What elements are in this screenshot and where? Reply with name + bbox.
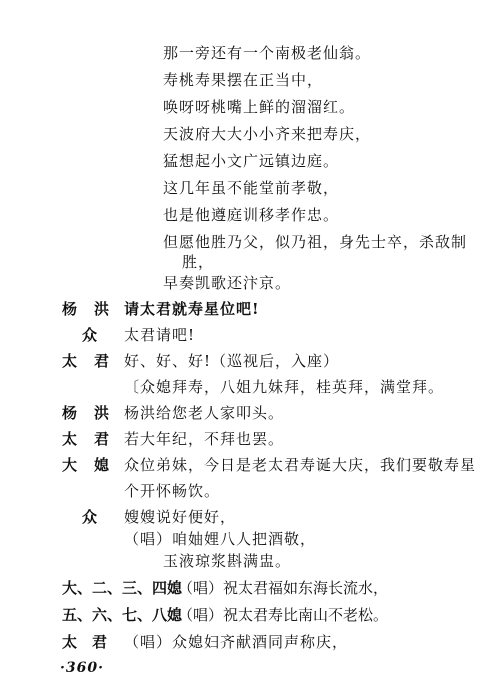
dialogue-text: （唱）咱妯娌八人把酒敬， — [124, 530, 317, 548]
speaker-label: 大、二、三、四媳 — [62, 579, 183, 597]
dialogue-text: （唱）众媳妇齐献酒同声称庆， — [124, 633, 349, 651]
speaker-label: 大 媳 — [62, 456, 111, 474]
speaker-label: 太 君 — [62, 430, 111, 448]
speaker-label: 五、六、七、八媳 — [62, 606, 183, 624]
verse-line: 寿桃寿果摆在正当中， — [163, 71, 324, 89]
dialogue-text: 请太君就寿星位吧! — [124, 300, 260, 318]
verse-line: 早奏凯歌还汴京。 — [163, 274, 292, 292]
dialogue-text: 杨洪给您老人家叩头。 — [124, 404, 285, 422]
speaker-label: 杨 洪 — [62, 300, 111, 318]
verse-line: 这几年虽不能堂前孝敬， — [163, 179, 340, 197]
speaker-label: 太 君 — [62, 352, 111, 370]
verse-line: 天波府大大小小齐来把寿庆， — [163, 125, 372, 143]
verse-line: 猛想起小文广远镇边庭。 — [163, 152, 340, 170]
verse-line: 那一旁还有一个南极老仙翁。 — [163, 44, 372, 62]
dialogue-text: （唱）祝太君福如东海长流水， — [178, 579, 389, 597]
verse-line: 胜， — [182, 253, 215, 271]
page-number: ·360· — [60, 660, 104, 676]
dialogue-text: 太君请吧! — [124, 326, 196, 344]
speaker-label: 众 — [82, 326, 99, 344]
verse-line: 也是他遵庭训移孝作忠。 — [163, 206, 340, 224]
verse-line: 但愿他胜乃父，似乃祖，身先士卒，杀敌制 — [163, 233, 468, 251]
dialogue-text: 众位弟妹，今日是老太君寿诞大庆，我们要敬寿星 — [124, 456, 477, 474]
dialogue-text: （唱）祝太君寿比南山不老松。 — [178, 606, 389, 624]
stage-direction: 〔众媳拜寿，八姐九妹拜，桂英拜，满堂拜。 — [124, 378, 445, 396]
speaker-label: 杨 洪 — [62, 404, 111, 422]
speaker-label: 太 君 — [62, 633, 108, 651]
dialogue-text: 玉液琼浆斟满盅。 — [163, 552, 292, 570]
speaker-label: 众 — [82, 508, 99, 526]
dialogue-text: 个开怀畅饮。 — [124, 482, 221, 500]
dialogue-text: 嫂嫂说好便好， — [124, 508, 237, 526]
verse-line: 唤呀呀桃嘴上鲜的溜溜红。 — [163, 98, 356, 116]
dialogue-text: 若大年纪，不拜也罢。 — [124, 430, 285, 448]
dialogue-text: 好、好、好!（巡视后，入座） — [124, 352, 340, 370]
